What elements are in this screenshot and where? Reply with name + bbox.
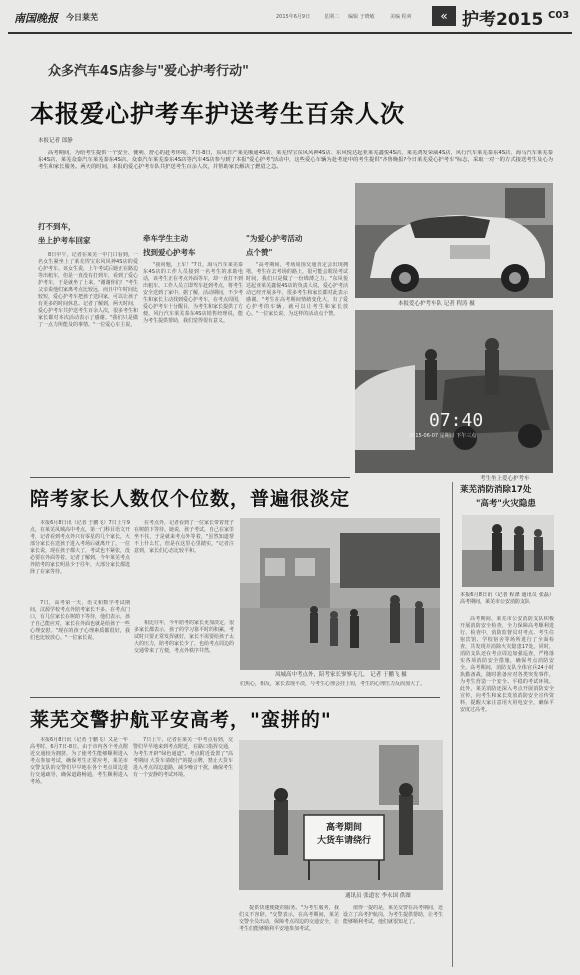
section-name: 今日莱芜 [66,13,98,22]
article2-column-4: 相比往年，今年陪考的家长更加淡定，很多家长都表示，孩子的学习靠平时的积累，考试时只要正常发挥就好，家长不需要给孩子太大的压力，陪考的家长少了，也给考点周边的交通带来了方便，考点外秩序井然。 [134,620,234,654]
fire-inspection-illustration [462,515,554,587]
article1-subhead-1: 打不到车， 坐上护考车回家 [38,222,91,245]
student-boarding-photo [355,310,553,473]
editor-credit: 编辑 于晓敏 [348,14,375,20]
sidebar-byline: 本报6月8日讯（记者 程涤 通讯员 张磊）高考期间，莱芜市公安消防支队 [460,592,554,605]
sidebar-divider [452,482,453,967]
issue-date: 2015年6月9日 [276,14,311,20]
article2-headline: 陪考家长人数仅个位数，普遍很淡定 [30,488,351,510]
parents-waiting-photo [240,518,440,670]
article1-headline: 本报爱心护考车护送考生百余人次 [30,100,405,128]
page-header [0,0,580,34]
section-tab-icon: « [432,6,456,26]
traffic-police-photo [239,740,443,890]
article1-subhead-3: "为爱心护考活动 点个赞" [246,234,303,257]
article3-column-3: 提供快速便捷的服务。"为考生服务，我们义不容辞。"交警表示，在高考期间，莱芜交警全员出动，保障考点周边的交通安全，让考生们能够顺利平安地参加考试。 [239,905,339,932]
article3-tail: 值得一提的是，莱芜交警在高考期间，还设立了高考护航岗，为考生提供帮助，让考生能够顺利考试，他们就很知足了。 [343,905,443,925]
article2-column-2: 7日，高考第一天，语文和数学考试期间，汶源学校考点外陪考家长不多。在考点门口，有几位家长在树荫下等待，他们表示，孩子自己能应对，家长在外面也就是给孩子一些心理安慰。"现在的孩子心理素质都很好，我们也比较放心。"一位家长说。 [30,600,130,641]
column-title: 护考2015 [462,10,544,30]
article2-column-3: 在考点外，记者看到了一位家长带着凳子在树荫下等待。她说，孩子考试，自己在家里坐不住，于是就来考点外等着，"虽然知道帮不上什么忙，但是在这里心里踏实。"记者注意到，家长们心态比较平和。 [134,520,234,554]
traffic-police-illustration [239,740,443,890]
student-boarding-photo-caption: 考生坐上爱心护考车 [480,476,530,482]
article2-tail: 们焦心，相反，家长表现平淡，与考生心理会挂上钩，考生的心理压力反而加大了。 [240,681,426,687]
article1-column-1: 8日中午，记者在莱芜一中门口看到，一名女生紧坐上了莱芜悍宝东风风神4S店的爱心护考车。该女生说，上午考试后她正在路边等出租车，但是一直没有打到车，看到了爱心护考车，于是就坐了上来，"谢谢你们！"考生父亲说他们家离考点比较远，而且中午时间比较短，爱心护考车把孩子送回家，可以让孩子有更多的时间休息。记者了解到，两天时间，爱心护考车共护送考生百余人次，很多考生和家长都对本次活动表示了感谢。"我们只是做了一点力所能及的事情。"一位爱心车主说。 [38,252,138,328]
article1-column-3: "高考期间，考场周围交通肯定会出现拥堵，考生在去考场的路上，很可能会耽误考试时间，我们只是做了一份绵薄之力。"东风悦达起亚莱芜鑫悦4S店的负责人说，爱心护考活动已经开展多年，很多考生和家长都对此表示感谢。"考生在高考期间情绪变化大，有了爱心护考的车辆，就可以让考生和家长放心。"一位家长说，为这样的活动点个赞。 [246,262,348,317]
traffic-police-photo-caption: 通讯员 张道宏 李永国 供图 [345,893,411,899]
article1-kicker: 众多汽车4S店参与"爱心护考行动" [48,64,249,79]
parents-waiting-photo-caption: 凤城高中考点外，陪考家长寥寥无几。 记者 于鹏飞 摄 [275,672,407,678]
photo-timestamp: 07:40 [429,410,484,431]
sidebar-headline: 莱芜消防消除17处 "高考"火灾隐患 [460,485,536,509]
page-number: C03 [548,10,570,21]
article3-headline: 莱芜交警护航平安高考，"蛮拼的" [30,709,332,731]
photo-date-stamp: 2015-06-07 星期日 下午三点 [409,433,477,439]
article1-subhead-2: 牵车学生主动 找到爱心护考车 [143,234,196,257]
car-fleet-photo-caption: 本报爱心护考车队 记者 程涛 摄 [398,301,475,307]
article2-column-1: 本报6月8日讯（记者 于鹏飞）7日上午9点，在莱芜凤城高中考点，第一门科目语文开考，记者看到考点外只有零星的几个家长，大部分家长在送孩子进入考场后就离开了。一位家长说，现在孩子都大了，考试也不紧张，没必要在外面等着。记者了解到，今年莱芜考点外陪考的家长明显少于往年，大部分家长都选择了在家等待。 [30,520,130,575]
issue-weekday: 星期二 [324,14,340,20]
road-sign-text: 高考期间 大货车请绕行 [316,823,371,846]
parents-waiting-illustration [240,518,440,670]
article3-column-2: 7日上午，记者在莱芜一中考点看到，交警们早早地来到考点附近，在路口指挥交通，为考生开辟"绿色通道"。考点附近设置了"高考期间 大货车请绕行"的提示牌，禁止大货车进入考点周边道路，减少噪音干扰，确保考生有一个安静的考试环境。 [133,737,233,778]
fire-inspection-photo [462,515,554,587]
car-fleet-photo [355,183,553,298]
student-boarding-illustration [355,310,553,473]
article1-byline: 本报记者 郎静 [38,138,73,144]
designer-credit: 美编 程爽 [390,14,412,20]
article1-column-2: "我问题，上车！"7日，海马汽车莱芜泰东4S店的工作人员接到一名考生的求助电话，该考生正在考点外面等车，却一直打不到出租车。工作人员立即驾车赶到考点，将考生安全送到了家中。据了解，活动期间，不少考生和家长主动找到爱心护考车，在考点周围，爱心护考车十分醒目，为考生和家长提供了方便。风行汽车莱芜泰东4S店销售经理说，能为考生提供帮助，我们觉得很有意义。 [143,262,243,324]
car-fleet-illustration [355,183,553,298]
newspaper-logo: 南国晚报 [14,12,58,25]
article3-column-1: 本报6月8日讯（记者 于鹏飞）又是一年高考时，6月7日-8日，由于市内各个考点附近交通较为拥挤，为了使考生能够顺利进入考点参加考试，确保考生正常应考，莱芜市交警支队的交警们早早地在各个考点周边进行交通疏导，确保道路畅通，考生顺利进入考场。 [30,737,128,785]
sidebar-body: 高考期间，莱芜市公安消防支队积极开展消防安全检查，全力保障高考顺利进行。检查中，消防监督员对考点、考生住宿宾馆、学校宿舍等场所进行了全面检查，共发现并消除火灾隐患17处。同时，消防支队还在考点周边加强巡查，严格落实各项消防安全措施，确保考点消防安全。高考期间，消防支队全体官兵24小时执勤备战，随时准备应对各类突发事件，为考生营造一个安全、平稳的考试环境。此外，莱芜消防还深入考点开展消防安全宣传，向考生和家长发放消防安全宣传资料，提醒大家注意用火用电安全，确保平安度过高考。 [460,616,554,713]
article1-lead: 高考期间，为给考生提供一个安全、便利、舒心的赶考环境，7日-8日，东风日产莱芜顺通4S店、莱芜悍宝东风风神4S店、东风悦达起亚莱芜鑫悦4S店、莱芜鸿发荣威4S店、风行汽车莱芜泰东4S店、海马汽车莱芜泰东4S店、莱芜众泰汽车莱芜泰东4S店、众泰汽车莱芜泰东4S店等汽车4S店参与到了本报"爱心护考"活动中，这些爱心车辆为赴考途中的考生提供"齐鲁晚报?今日莱芜爱心护考车"标志，采取一对一的方式接送考生及心为考生和家长服务。两天的时间，本报的爱心护考车队共护送考生百余人次，并帮助家长解决了燃眉之急。 [38,150,553,170]
